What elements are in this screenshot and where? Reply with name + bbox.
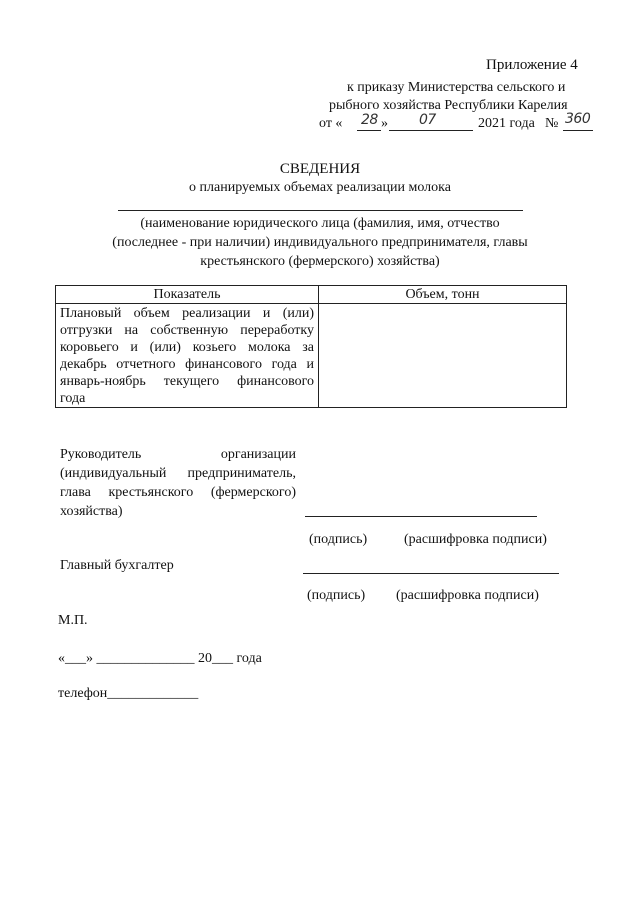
header-volume: Объем, тонн [319, 286, 567, 304]
order-date-line [319, 111, 599, 136]
table-header-row [56, 286, 567, 304]
chief-accountant-label: Главный бухгалтер [60, 558, 174, 573]
day-handwritten: 28 [361, 112, 378, 128]
head-line-4: хозяйства) [60, 504, 123, 519]
indicator-line-5: январь-ноябрь текущего финансового [60, 374, 314, 389]
indicator-line-3: коровьего и (или) козьего молока за [60, 340, 314, 355]
head-signatory-label [60, 445, 296, 521]
head-line-1: Руководитель организации [60, 447, 296, 462]
indicator-line-4: декабрь отчетного финансового года и [60, 357, 314, 372]
indicator-line-6: года [60, 391, 86, 406]
number-sign: № [545, 116, 559, 131]
document-title: СВЕДЕНИЯ [279, 161, 361, 177]
table-row [56, 304, 567, 408]
accountant-sign-label: (подпись) [307, 588, 366, 603]
order-reference-line1: к приказу Министерства сельского и [347, 80, 566, 95]
entity-name-underline [118, 210, 523, 211]
entity-caption-line3: крестьянского (фермерского) хозяйства) [200, 254, 440, 269]
order-number-handwritten: 360 [565, 111, 591, 127]
document-subtitle: о планируемых объемах реализации молока [189, 180, 451, 195]
number-underline [563, 130, 593, 131]
month-underline [389, 130, 473, 131]
appendix-label: Приложение 4 [486, 57, 578, 73]
stamp-place-label: М.П. [58, 613, 88, 628]
month-handwritten: 07 [419, 112, 436, 128]
date-mid: » [381, 116, 388, 131]
head-line-2: (индивидуальный предприниматель, [60, 466, 296, 481]
accountant-decode-label: (расшифровка подписи) [396, 588, 539, 603]
year-text: 2021 года [478, 116, 535, 131]
head-line-3: глава крестьянского (фермерского) [60, 485, 296, 500]
indicator-line-1: Плановый объем реализации и (или) [60, 306, 314, 321]
phone-fill-line: телефон_____________ [58, 686, 199, 701]
date-prefix: от « [319, 116, 343, 131]
entity-caption-line1: (наименование юридического лица (фамилия, имя, отчество [140, 216, 500, 231]
day-underline [357, 130, 381, 131]
date-fill-line: «___» ______________ 20___ года [58, 651, 262, 666]
head-signature-line [305, 516, 537, 517]
header-indicator: Показатель [56, 286, 319, 304]
order-reference-line2: рыбного хозяйства Республики Карелия [329, 98, 568, 113]
head-decode-label: (расшифровка подписи) [404, 532, 547, 547]
indicator-description [56, 304, 319, 408]
accountant-signature-line [303, 573, 559, 574]
entity-caption-line2: (последнее - при наличии) индивидуального предпринимателя, главы [112, 235, 528, 250]
volume-value-cell [319, 304, 567, 408]
indicators-table [55, 285, 567, 408]
head-sign-label: (подпись) [309, 532, 368, 547]
indicator-line-2: отгрузки на собственную переработку [60, 323, 314, 338]
